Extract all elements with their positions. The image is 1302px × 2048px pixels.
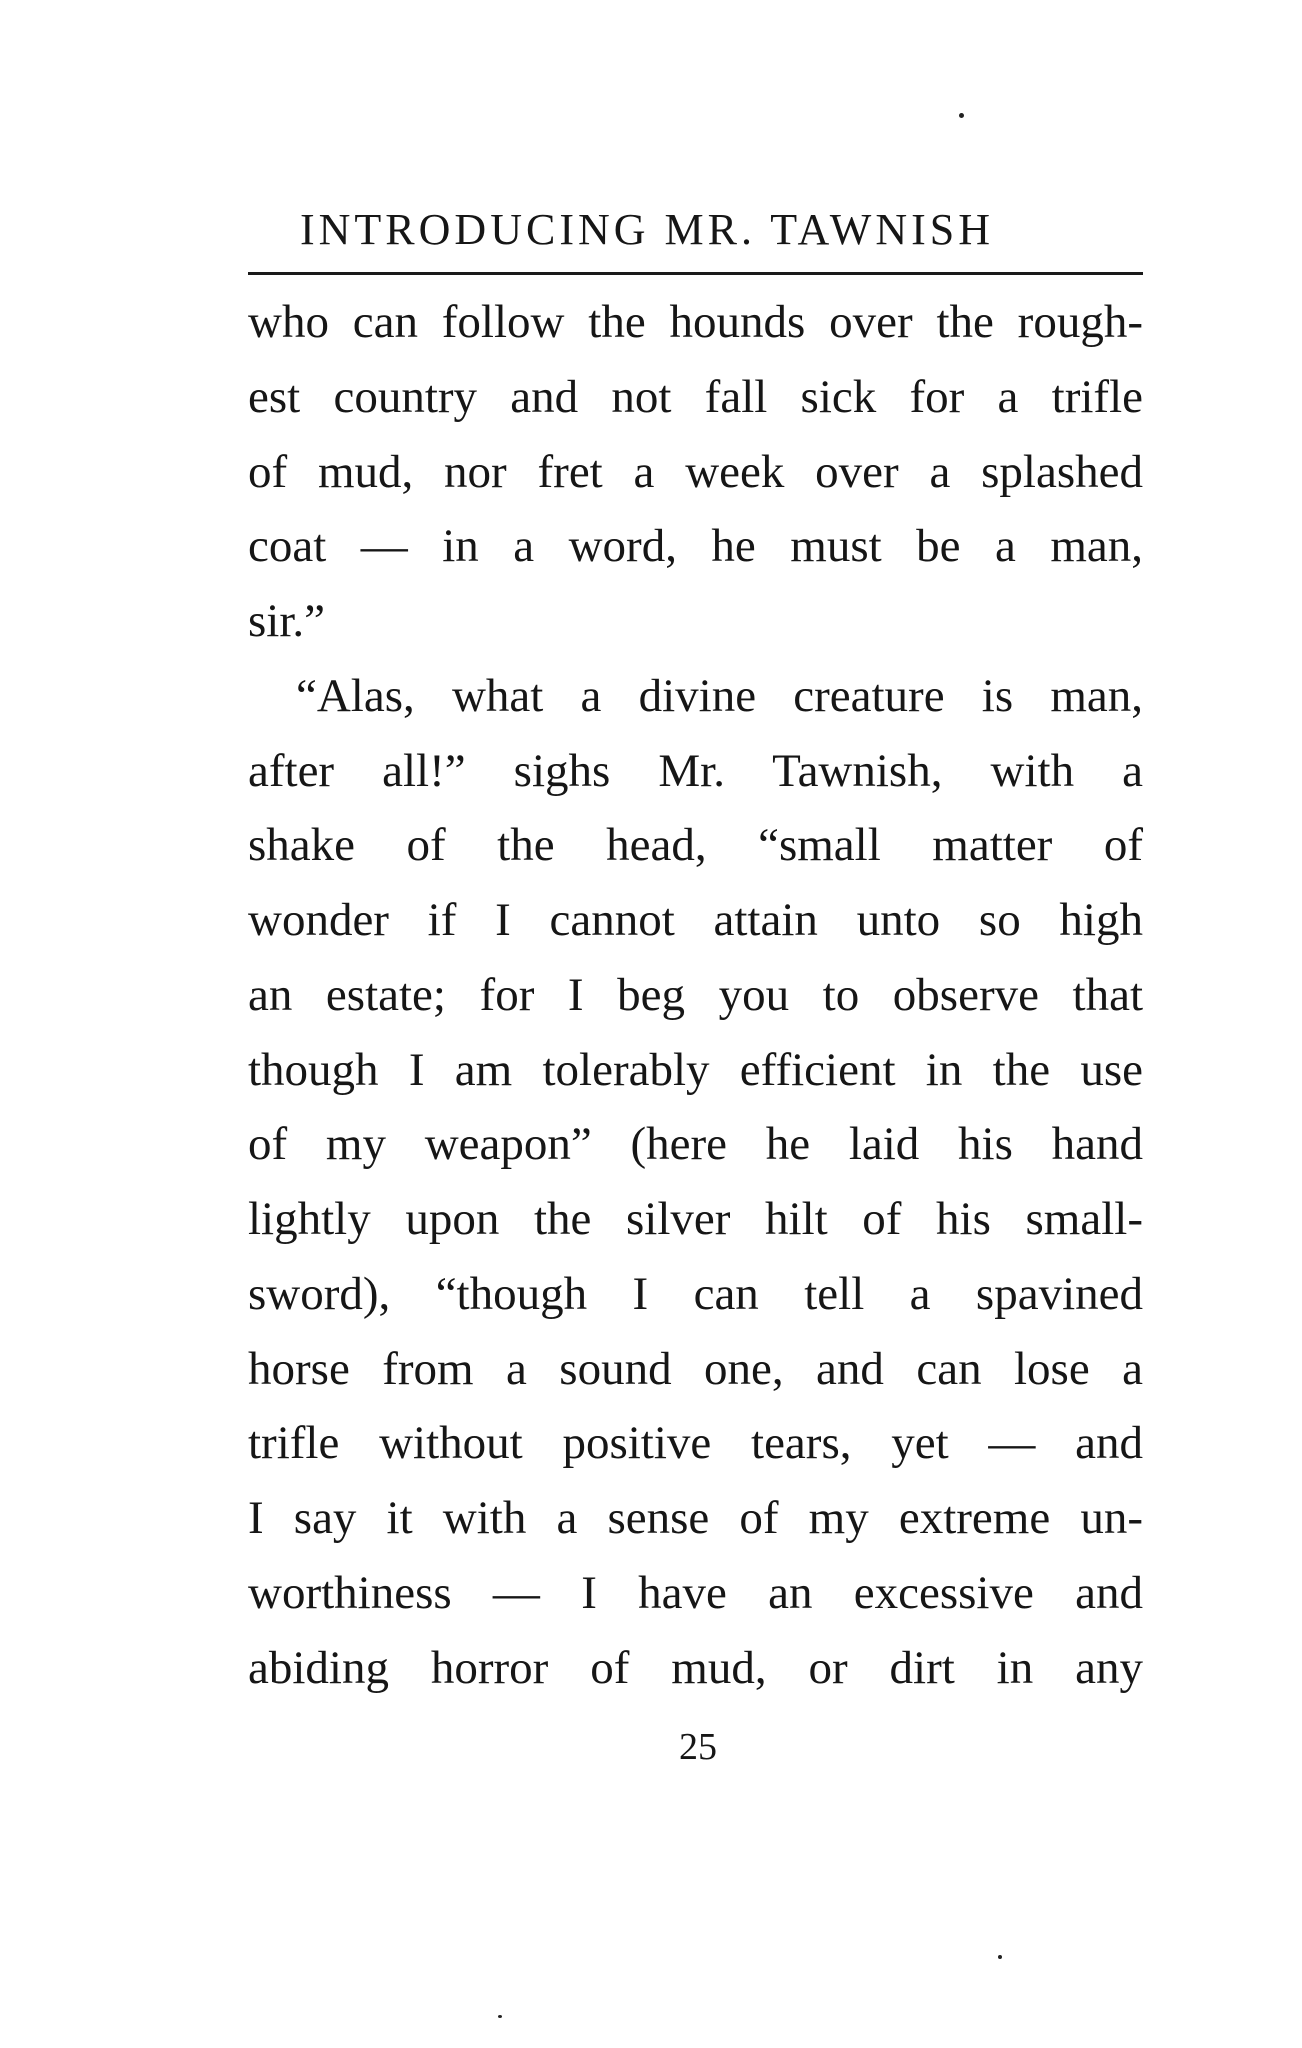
header-rule xyxy=(248,272,1143,275)
scan-speck xyxy=(959,113,964,118)
text-line: after all!” sighs Mr. Tawnish, with a xyxy=(248,745,1143,797)
text-line: wonder if I cannot attain unto so high xyxy=(248,894,1143,946)
text-line: est country and not fall sick for a trifle xyxy=(248,371,1143,423)
text-line: abiding horror of mud, or dirt in any xyxy=(248,1642,1143,1694)
running-head: INTRODUCING MR. TAWNISH xyxy=(300,205,995,254)
page-number: 25 xyxy=(679,1726,717,1768)
scan-speck xyxy=(498,2015,502,2018)
text-line: coat — in a word, he must be a man, xyxy=(248,520,1143,572)
text-line: of mud, nor fret a week over a splashed xyxy=(248,446,1143,498)
text-line: though I am tolerably efficient in the use xyxy=(248,1044,1143,1096)
text-line: horse from a sound one, and can lose a xyxy=(248,1343,1143,1395)
text-line: lightly upon the silver hilt of his small- xyxy=(248,1193,1143,1245)
text-line: shake of the head, “small matter of xyxy=(248,819,1143,871)
text-line: who can follow the hounds over the rough- xyxy=(248,296,1143,348)
text-line: worthiness — I have an excessive and xyxy=(248,1567,1143,1619)
text-line: sword), “though I can tell a spavined xyxy=(248,1268,1143,1320)
scan-speck xyxy=(998,1955,1002,1959)
text-line: trifle without positive tears, yet — and xyxy=(248,1417,1143,1469)
text-line: an estate; for I beg you to observe that xyxy=(248,969,1143,1021)
text-line: sir.” xyxy=(248,595,326,647)
text-line: of my weapon” (here he laid his hand xyxy=(248,1118,1143,1170)
text-line: I say it with a sense of my extreme un- xyxy=(248,1492,1143,1544)
text-line: “Alas, what a divine creature is man, xyxy=(296,670,1143,722)
